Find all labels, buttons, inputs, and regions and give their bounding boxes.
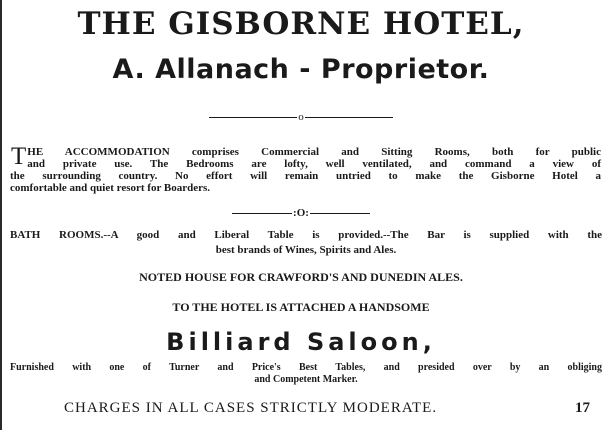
bath-line: best brands of Wines, Spirits and Ales. — [215, 244, 397, 256]
accommodation-line: and private use. The Bedrooms are lofty, well ventilated, and command a view of — [27, 158, 601, 170]
divider-mark: o — [298, 111, 304, 124]
divider-mark: :O: — [293, 207, 309, 220]
ad-number: 17 — [575, 400, 590, 416]
divider-rule-left — [209, 117, 297, 118]
charges-line: CHARGES IN ALL CASES STRICTLY MODERATE. — [64, 400, 438, 416]
attached-line: TO THE HOTEL IS ATTACHED A HANDSOME — [172, 300, 430, 314]
hotel-title: THE GISBORNE HOTEL, — [77, 6, 525, 42]
accommodation-line: comfortable and quiet resort for Boarders. — [10, 182, 211, 194]
furnished-paragraph — [10, 362, 602, 386]
accommodation-line: the surrounding country. No effort will remain untried to make the Gisborne Hotel a — [10, 170, 601, 182]
divider-rule-left — [232, 213, 292, 214]
bath-line: BATH ROOMS.--A good and Liberal Table is provided.--The Bar is supplied with the — [10, 229, 602, 241]
divider-rule-right — [310, 213, 370, 214]
noted-house-line: NOTED HOUSE FOR CRAWFORD'S AND DUNEDIN ALES. — [139, 270, 463, 284]
bath-rooms-paragraph — [10, 229, 602, 256]
proprietor-line: A. Allanach - Proprietor. — [112, 54, 490, 85]
drop-cap: T — [11, 143, 27, 170]
furnished-line: Furnished with one of Turner and Price's Best Tables, and presided over by an obliging — [10, 362, 602, 373]
furnished-line: and Competent Marker. — [254, 374, 358, 385]
divider-rule-right — [305, 117, 393, 118]
divider-o — [0, 111, 602, 123]
billiard-saloon-heading: Billiard Saloon, — [166, 328, 436, 356]
divider-colon-o — [0, 207, 602, 219]
accommodation-paragraph — [10, 143, 601, 194]
accommodation-line: HE ACCOMMODATION comprises Commercial and Sitting Rooms, both for public — [27, 146, 601, 158]
